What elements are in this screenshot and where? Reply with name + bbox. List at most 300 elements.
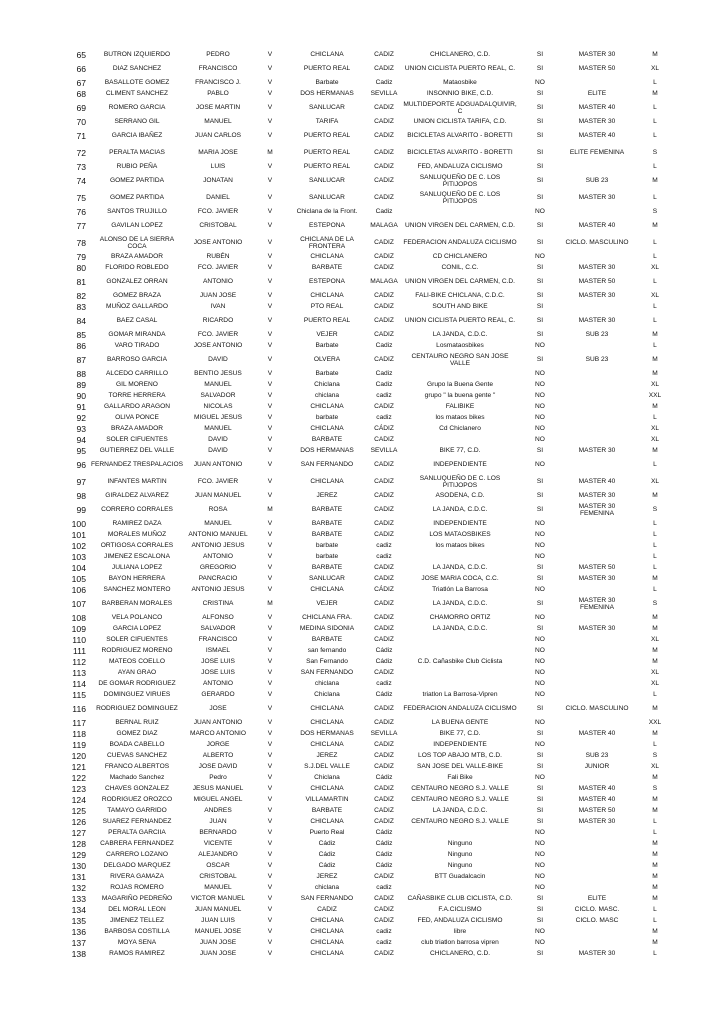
row-number-cell: 102 [71, 541, 86, 552]
row-number-cell: 121 [71, 762, 86, 773]
table-row [68, 274, 678, 291]
province-cell: CADIZ [374, 436, 394, 444]
federated-cell: NO [535, 553, 545, 561]
table-row [68, 701, 678, 718]
federated-cell: SI [536, 625, 544, 633]
category-cell: MASTER 40 [578, 132, 616, 140]
shirt-size-cell: L [653, 531, 657, 539]
province-cell: CADIZ [374, 950, 394, 958]
province-cell: CADIZ [374, 818, 394, 826]
surname-cell: ORTIGOSA CORRALES [100, 542, 174, 550]
row-number-cell: 104 [71, 563, 86, 574]
city-cell: SANLUCAR [309, 177, 345, 185]
federated-cell: SI [536, 104, 544, 112]
shirt-size-cell: L [653, 163, 657, 171]
shirt-size-cell: L [653, 741, 657, 749]
table-row [68, 519, 678, 530]
category-cell: MASTER 30 FEMENINA [578, 597, 616, 611]
surname-cell: GALLARDO ARAGON [104, 403, 170, 411]
province-cell: Cádiz [375, 658, 393, 666]
table-row [68, 828, 678, 839]
table-row [68, 872, 678, 883]
row-number-cell: 134 [71, 905, 86, 916]
federated-cell: SI [536, 950, 544, 958]
federated-cell: NO [535, 208, 545, 216]
federated-cell: SI [536, 65, 544, 73]
first-name-cell: LUIS [210, 163, 226, 171]
gender-cell: V [267, 691, 273, 699]
city-cell: Puerto Real [309, 829, 345, 837]
category-cell [562, 391, 632, 402]
table-row [68, 762, 678, 773]
shirt-size-cell: XL [650, 763, 660, 771]
federated-cell: SI [536, 163, 544, 171]
province-cell: CADIZ [374, 719, 394, 727]
gender-cell: V [267, 928, 273, 936]
gender-cell: V [267, 65, 273, 73]
province-cell: CADIZ [374, 149, 394, 157]
province-cell: CADIZ [374, 163, 394, 171]
province-cell: Cádiz [375, 647, 393, 655]
table-row [68, 635, 678, 646]
surname-cell: MUÑOZ GALLARDO [106, 303, 168, 311]
first-name-cell: MIGUEL JESUS [193, 414, 243, 422]
row-number-cell: 103 [71, 552, 86, 563]
club-cell: LA JANDA, C.D.C. [432, 625, 488, 633]
first-name-cell: JONATAN [203, 177, 233, 185]
table-row [68, 530, 678, 541]
category-cell: CICLO. MASC [575, 917, 619, 925]
table-row [68, 145, 678, 162]
row-number-cell: 84 [76, 316, 86, 327]
table-row [68, 61, 678, 78]
club-cell: Ninguno [447, 862, 473, 870]
city-cell: DOS HERMANAS [300, 730, 354, 738]
category-cell [562, 541, 632, 552]
federated-cell: NO [535, 614, 545, 622]
gender-cell: V [267, 625, 273, 633]
surname-cell: CORRERO CORRALES [101, 506, 173, 514]
federated-cell: NO [535, 873, 545, 881]
first-name-cell: RUBÉN [206, 253, 230, 261]
first-name-cell: JUAN ANTONIO [193, 461, 243, 469]
club-cell [402, 679, 518, 690]
row-number-cell: 123 [71, 784, 86, 795]
surname-cell: MORALES MUÑOZ [107, 531, 167, 539]
first-name-cell: PABLO [207, 90, 229, 98]
federated-cell: NO [535, 461, 545, 469]
province-cell: CADIZ [374, 356, 394, 364]
surname-cell: CARRERO LOZANO [106, 851, 168, 859]
surname-cell: GOMAR MIRANDA [108, 331, 166, 339]
surname-cell: FLORIDO ROBLEDO [105, 264, 169, 272]
province-cell: Cádiz [375, 691, 393, 699]
table-row [68, 949, 678, 960]
category-cell [562, 252, 632, 263]
gender-cell: V [267, 741, 273, 749]
shirt-size-cell: L [653, 414, 657, 422]
club-cell: INDEPENDIENTE [433, 461, 487, 469]
federated-cell: NO [535, 939, 545, 947]
province-cell: CADIZ [374, 625, 394, 633]
shirt-size-cell: M [652, 331, 658, 339]
category-cell: MASTER 40 [578, 796, 616, 804]
surname-cell: RAMIREZ DAZA [112, 520, 162, 528]
club-cell: ASODENA, C.D. [435, 492, 485, 500]
province-cell: Cádiz [375, 851, 393, 859]
city-cell: SAN FERNANDO [300, 669, 354, 677]
row-number-cell: 70 [76, 117, 86, 128]
city-cell: CHICLANA [310, 403, 344, 411]
category-cell: MASTER 30 [578, 492, 616, 500]
category-cell [562, 613, 632, 624]
city-cell: SANLUCAR [309, 104, 345, 112]
gender-cell: V [267, 278, 273, 286]
row-number-cell: 108 [71, 613, 86, 624]
federated-cell: NO [535, 79, 545, 87]
club-cell: UNION CICLISTA PUERTO REAL, C. [404, 317, 516, 325]
surname-cell: GIL MORENO [116, 381, 158, 389]
gender-cell: V [267, 807, 273, 815]
first-name-cell: FRANCISCO [198, 65, 238, 73]
table-row [68, 740, 678, 751]
shirt-size-cell: M [652, 873, 658, 881]
surname-cell: AYAN GRAO [117, 669, 157, 677]
table-row [68, 341, 678, 352]
row-number-cell: 113 [72, 668, 86, 679]
city-cell: Cádiz [318, 862, 336, 870]
first-name-cell: JOSE [209, 705, 227, 713]
shirt-size-cell: M [652, 51, 658, 59]
province-cell: CADIZ [374, 331, 394, 339]
surname-cell: SOLER CIFUENTES [106, 636, 168, 644]
shirt-size-cell: M [652, 928, 658, 936]
province-cell: Cadiz [375, 208, 393, 216]
row-number-cell: 82 [76, 291, 86, 302]
first-name-cell: CRISTINA [202, 600, 234, 608]
category-cell [562, 302, 632, 313]
category-cell [562, 861, 632, 872]
gender-cell: V [267, 520, 273, 528]
federated-cell: NO [535, 928, 545, 936]
category-cell: CICLO. MASCULINO [565, 705, 629, 713]
category-cell [562, 341, 632, 352]
club-cell: LA JANDA, C.D.C. [432, 506, 488, 514]
city-cell: CHICLANA FRA. [302, 614, 352, 622]
shirt-size-cell: L [653, 303, 657, 311]
city-cell: Chiclana [314, 691, 340, 699]
surname-cell: MAGARIÑO PEDREÑO [101, 895, 173, 903]
federated-cell: NO [535, 436, 545, 444]
province-cell: CADIZ [374, 763, 394, 771]
table-row [68, 668, 678, 679]
category-cell: ELITE [587, 90, 607, 98]
surname-cell: DE GOMAR RODRIGUEZ [98, 680, 176, 688]
federated-cell: NO [535, 403, 545, 411]
category-cell [562, 872, 632, 883]
shirt-size-cell: M [652, 575, 658, 583]
category-cell: MASTER 40 [578, 478, 616, 486]
category-cell [562, 162, 632, 173]
club-cell: LOS MATAOSBIKES [429, 531, 491, 539]
gender-cell: V [267, 425, 273, 433]
surname-cell: CABRERA FERNANDEZ [100, 840, 174, 848]
row-number-cell: 95 [76, 446, 86, 457]
shirt-size-cell: M [652, 851, 658, 859]
first-name-cell: VICTOR MANUEL [190, 895, 246, 903]
federated-cell: NO [535, 851, 545, 859]
gender-cell: V [267, 542, 273, 550]
first-name-cell: CRISTOBAL [199, 222, 237, 230]
gender-cell: V [267, 531, 273, 539]
province-cell: Cádiz [375, 829, 393, 837]
province-cell: CADIZ [374, 741, 394, 749]
row-number-cell: 111 [72, 646, 86, 657]
surname-cell: BASALLOTE GOMEZ [104, 79, 170, 87]
city-cell: PUERTO REAL [303, 149, 351, 157]
province-cell: CADIZ [374, 51, 394, 59]
table-row [68, 235, 678, 252]
federated-cell: NO [535, 658, 545, 666]
surname-cell: GUTIERREZ DEL VALLE [99, 447, 175, 455]
federated-cell: NO [535, 862, 545, 870]
city-cell: Barbate [315, 370, 339, 378]
first-name-cell: MANUEL [204, 118, 232, 126]
city-cell: MEDINA SIDONIA [299, 625, 355, 633]
city-cell: PUERTO REAL [303, 65, 351, 73]
surname-cell: CLIMENT SANCHEZ [105, 90, 169, 98]
category-cell: JUNIOR [584, 763, 610, 771]
gender-cell: V [267, 381, 273, 389]
federated-cell: SI [536, 90, 544, 98]
row-number-cell: 110 [72, 635, 86, 646]
category-cell: MASTER 30 [578, 317, 616, 325]
surname-cell: RODRIGUEZ MORENO [101, 647, 173, 655]
shirt-size-cell: XL [650, 636, 660, 644]
shirt-size-cell: L [653, 829, 657, 837]
gender-cell: V [267, 370, 273, 378]
first-name-cell: JOSE LUIS [201, 658, 235, 666]
first-name-cell: BENTIO JESUS [194, 370, 242, 378]
province-cell: CADIZ [374, 531, 394, 539]
gender-cell: V [267, 873, 273, 881]
federated-cell: NO [535, 586, 545, 594]
shirt-size-cell: M [652, 840, 658, 848]
category-cell [562, 78, 632, 89]
first-name-cell: RICARDO [202, 317, 234, 325]
category-cell: MASTER 40 [578, 222, 616, 230]
shirt-size-cell: S [652, 506, 658, 514]
table-row [68, 218, 678, 235]
gender-cell: V [267, 829, 273, 837]
first-name-cell: SALVADOR [200, 625, 236, 633]
shirt-size-cell: M [652, 807, 658, 815]
club-cell: Grupo la Buena Gente [427, 381, 493, 389]
table-row [68, 894, 678, 905]
federated-cell: SI [536, 447, 544, 455]
shirt-size-cell: L [653, 194, 657, 202]
first-name-cell: MARIA JOSE [198, 149, 238, 157]
province-cell: CADIZ [374, 669, 394, 677]
federated-cell: SI [536, 818, 544, 826]
participants-table-body [68, 50, 678, 960]
city-cell: JEREZ [316, 752, 338, 760]
province-cell: cadiz [376, 392, 392, 400]
row-number-cell: 76 [76, 207, 86, 218]
city-cell: CHICLANA [310, 719, 344, 727]
table-row [68, 352, 678, 369]
province-cell: Cadiz [375, 342, 393, 350]
club-cell: club triatlon barrosa vipren [421, 939, 499, 947]
category-cell [562, 773, 632, 784]
table-row [68, 380, 678, 391]
surname-cell: RIVERA GAMAZA [110, 873, 164, 881]
table-row [68, 596, 678, 613]
category-cell [562, 668, 632, 679]
surname-cell: RODRIGUEZ OROZCO [101, 796, 173, 804]
first-name-cell: JUAN ANTONIO [193, 719, 243, 727]
surname-cell: RAMOS RAMIREZ [109, 950, 165, 958]
city-cell: Cádiz [318, 840, 336, 848]
club-cell: LA JANDA, C.D.C. [432, 600, 488, 608]
shirt-size-cell: L [653, 118, 657, 126]
first-name-cell: ALEJANDRO [198, 851, 238, 859]
federated-cell: NO [535, 669, 545, 677]
surname-cell: ALONSO DE LA SIERRA COCA [99, 236, 175, 250]
surname-cell: VARO TIRADO [114, 342, 160, 350]
federated-cell: SI [536, 132, 544, 140]
shirt-size-cell: M [652, 647, 658, 655]
province-cell: Cádiz [375, 862, 393, 870]
table-row [68, 173, 678, 190]
federated-cell: SI [536, 730, 544, 738]
shirt-size-cell: M [652, 370, 658, 378]
province-cell: CADIZ [374, 796, 394, 804]
shirt-size-cell: L [653, 586, 657, 594]
category-cell [562, 883, 632, 894]
province-cell: CADIZ [374, 752, 394, 760]
surname-cell: MATEOS COELLO [109, 658, 165, 666]
federated-cell: NO [535, 414, 545, 422]
shirt-size-cell: M [652, 862, 658, 870]
row-number-cell: 90 [76, 391, 86, 402]
city-cell: san fernando [307, 647, 347, 655]
club-cell [402, 646, 518, 657]
first-name-cell: MARCO ANTONIO [190, 730, 246, 738]
table-row [68, 207, 678, 218]
federated-cell: SI [536, 763, 544, 771]
surname-cell: Machado Sanchez [109, 774, 165, 782]
shirt-size-cell: L [653, 906, 657, 914]
row-number-cell: 92 [76, 413, 86, 424]
first-name-cell: JUAN LUIS [201, 917, 235, 925]
first-name-cell: PEDRO [206, 51, 230, 59]
city-cell: Barbate [315, 79, 339, 87]
club-cell: Ninguno [447, 851, 473, 859]
shirt-size-cell: L [653, 917, 657, 925]
federated-cell: SI [536, 292, 544, 300]
table-row [68, 646, 678, 657]
club-cell: FALIBIKE [445, 403, 475, 411]
table-row [68, 78, 678, 89]
club-cell: FEDERACION ANDALUZA CICLISMO [403, 239, 517, 247]
city-cell: Chiclana [314, 381, 340, 389]
surname-cell: GOMEZ PARTIDA [110, 177, 164, 185]
table-row [68, 563, 678, 574]
federated-cell: NO [535, 520, 545, 528]
shirt-size-cell: XL [650, 264, 660, 272]
table-row [68, 552, 678, 563]
shirt-size-cell: L [653, 253, 657, 261]
row-number-cell: 114 [72, 679, 86, 690]
gender-cell: V [267, 884, 273, 892]
shirt-size-cell: S [652, 600, 658, 608]
row-number-cell: 79 [76, 252, 86, 263]
category-cell [562, 690, 632, 701]
federated-cell: SI [536, 356, 544, 364]
first-name-cell: FRANCISCO [198, 636, 238, 644]
city-cell: CHICLANA [310, 741, 344, 749]
province-cell: Cadiz [375, 79, 393, 87]
gender-cell: V [267, 253, 273, 261]
gender-cell: V [267, 950, 273, 958]
province-cell: cadiz [376, 414, 392, 422]
category-cell [562, 657, 632, 668]
first-name-cell: VICENTE [203, 840, 233, 848]
shirt-size-cell: M [652, 614, 658, 622]
city-cell: PTO REAL [310, 303, 344, 311]
federated-cell: SI [536, 752, 544, 760]
gender-cell: V [267, 763, 273, 771]
first-name-cell: FCO. JAVIER [197, 208, 239, 216]
table-row [68, 850, 678, 861]
province-cell: CADIZ [374, 132, 394, 140]
province-cell: CADIZ [374, 564, 394, 572]
first-name-cell: MANUEL [204, 520, 232, 528]
province-cell: CADIZ [374, 492, 394, 500]
first-name-cell: ISMAEL [205, 647, 231, 655]
first-name-cell: BERNARDO [199, 829, 237, 837]
table-row [68, 718, 678, 729]
club-cell: Triatlón La Barrosa [432, 586, 488, 594]
province-cell: CADIZ [374, 506, 394, 514]
category-cell [562, 424, 632, 435]
row-number-cell: 81 [76, 277, 86, 288]
first-name-cell: JUAN JOSE [199, 939, 237, 947]
table-row [68, 883, 678, 894]
federated-cell: NO [535, 253, 545, 261]
row-number-cell: 137 [71, 938, 86, 949]
row-number-cell: 131 [71, 872, 86, 883]
category-cell [562, 552, 632, 563]
surname-cell: DIAZ SANCHEZ [112, 65, 162, 73]
first-name-cell: ANTONIO JESUS [191, 542, 245, 550]
shirt-size-cell: M [652, 90, 658, 98]
club-cell: Fali Bike [447, 774, 473, 782]
gender-cell: M [267, 149, 273, 157]
first-name-cell: JUAN CARLOS [194, 132, 242, 140]
shirt-size-cell: L [653, 317, 657, 325]
surname-cell: SOLER CIFUENTES [106, 436, 168, 444]
gender-cell: V [267, 51, 273, 59]
first-name-cell: JUAN [209, 818, 227, 826]
category-cell [562, 207, 632, 218]
city-cell: CHICLANA [310, 51, 344, 59]
shirt-size-cell: XL [650, 669, 660, 677]
table-row [68, 657, 678, 668]
first-name-cell: DAVID [208, 436, 228, 444]
city-cell: barbate [315, 553, 339, 561]
